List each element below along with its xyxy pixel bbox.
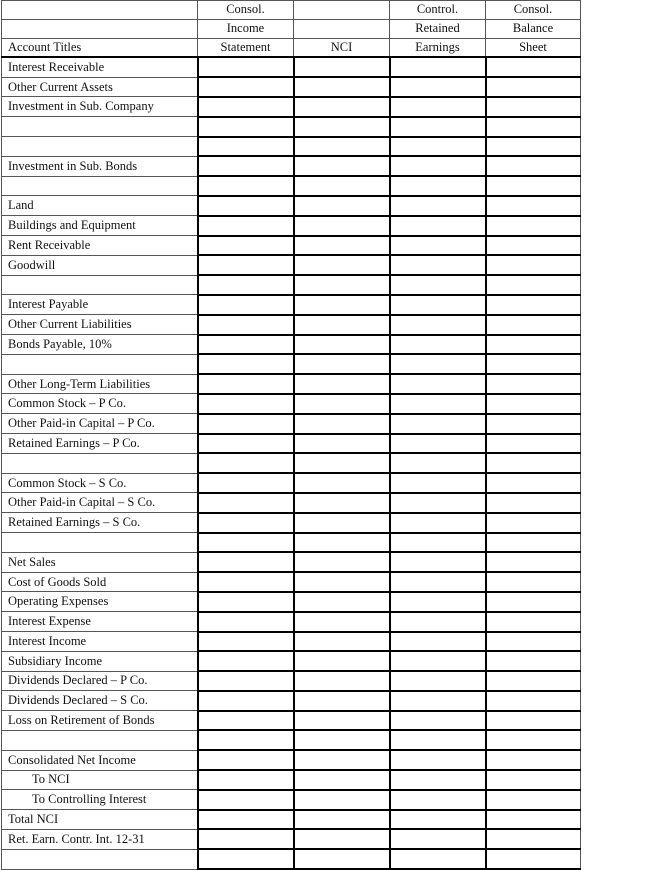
nci-cell[interactable] (294, 552, 390, 572)
income-statement-cell[interactable] (198, 97, 294, 117)
nci-cell[interactable] (294, 632, 390, 652)
balance-sheet-cell[interactable] (486, 770, 581, 790)
balance-sheet-cell[interactable] (486, 335, 581, 355)
nci-cell[interactable] (294, 711, 390, 731)
retained-earnings-cell[interactable] (390, 394, 486, 414)
income-statement-cell[interactable] (198, 592, 294, 612)
account-title-cell (2, 117, 198, 137)
income-statement-cell[interactable] (198, 196, 294, 216)
income-statement-cell[interactable] (198, 414, 294, 434)
income-statement-cell[interactable] (198, 117, 294, 137)
income-statement-cell[interactable] (198, 750, 294, 770)
retained-earnings-cell[interactable] (390, 711, 486, 731)
header-cell (2, 1, 198, 20)
balance-sheet-cell[interactable] (486, 691, 581, 711)
income-statement-cell[interactable] (198, 236, 294, 256)
income-statement-cell[interactable] (198, 374, 294, 394)
balance-sheet-cell[interactable] (486, 176, 581, 196)
table-row (2, 572, 581, 592)
nci-cell[interactable] (294, 651, 390, 671)
nci-cell[interactable] (294, 236, 390, 256)
income-statement-cell[interactable] (198, 77, 294, 97)
account-title-cell: Cost of Goods Sold (2, 572, 198, 592)
income-statement-cell[interactable] (198, 671, 294, 691)
income-statement-cell[interactable] (198, 770, 294, 790)
account-titles-header: Account Titles (2, 38, 198, 57)
table-row (2, 711, 581, 731)
table-row (2, 275, 581, 295)
worksheet-body (2, 1, 581, 870)
balance-sheet-cell[interactable] (486, 236, 581, 256)
balance-sheet-cell[interactable] (486, 414, 581, 434)
retained-earnings-cell[interactable] (390, 790, 486, 810)
balance-sheet-cell[interactable] (486, 592, 581, 612)
income-statement-cell[interactable] (198, 176, 294, 196)
retained-earnings-cell[interactable] (390, 453, 486, 473)
income-statement-cell[interactable] (198, 453, 294, 473)
balance-sheet-cell[interactable] (486, 196, 581, 216)
table-row (2, 473, 581, 493)
income-statement-cell[interactable] (198, 394, 294, 414)
header-cell: Control. (390, 1, 486, 20)
retained-earnings-cell[interactable] (390, 691, 486, 711)
balance-sheet-cell[interactable] (486, 730, 581, 750)
retained-earnings-cell[interactable] (390, 671, 486, 691)
account-title-cell: Total NCI (2, 810, 198, 830)
balance-sheet-cell[interactable] (486, 810, 581, 830)
table-row (2, 354, 581, 374)
account-title-cell: Operating Expenses (2, 592, 198, 612)
retained-earnings-cell[interactable] (390, 612, 486, 632)
table-row (2, 434, 581, 454)
income-statement-cell[interactable] (198, 533, 294, 553)
header-cell: Consol. (198, 1, 294, 20)
income-statement-cell[interactable] (198, 275, 294, 295)
income-statement-cell[interactable] (198, 691, 294, 711)
table-row (2, 374, 581, 394)
table-row (2, 691, 581, 711)
retained-earnings-cell[interactable] (390, 810, 486, 830)
balance-sheet-cell[interactable] (486, 533, 581, 553)
retained-earnings-cell[interactable] (390, 216, 486, 236)
nci-cell[interactable] (294, 810, 390, 830)
account-title-cell: Bonds Payable, 10% (2, 335, 198, 355)
income-statement-header: Statement (198, 38, 294, 57)
income-statement-cell[interactable] (198, 255, 294, 275)
nci-header: NCI (294, 38, 390, 57)
account-title-cell: Ret. Earn. Contr. Int. 12-31 (2, 829, 198, 849)
retained-earnings-cell[interactable] (390, 156, 486, 176)
table-row (2, 612, 581, 632)
table-row (2, 255, 581, 275)
balance-sheet-cell[interactable] (486, 671, 581, 691)
account-title-cell: To NCI (2, 770, 198, 790)
retained-earnings-cell[interactable] (390, 354, 486, 374)
balance-sheet-cell[interactable] (486, 354, 581, 374)
nci-cell[interactable] (294, 156, 390, 176)
account-title-cell: Investment in Sub. Company (2, 97, 198, 117)
income-statement-cell[interactable] (198, 612, 294, 632)
account-title-cell: Dividends Declared – P Co. (2, 671, 198, 691)
account-title-cell: Loss on Retirement of Bonds (2, 711, 198, 731)
retained-earnings-cell[interactable] (390, 750, 486, 770)
nci-cell[interactable] (294, 750, 390, 770)
account-title-cell: Dividends Declared – S Co. (2, 691, 198, 711)
account-title-cell (2, 533, 198, 553)
retained-earnings-cell[interactable] (390, 255, 486, 275)
account-title-cell (2, 176, 198, 196)
table-row (2, 236, 581, 256)
account-title-cell: Goodwill (2, 255, 198, 275)
table-row (2, 137, 581, 157)
balance-sheet-cell[interactable] (486, 137, 581, 157)
balance-sheet-cell[interactable] (486, 394, 581, 414)
nci-cell[interactable] (294, 533, 390, 553)
account-title-cell: Retained Earnings – P Co. (2, 434, 198, 454)
income-statement-cell[interactable] (198, 730, 294, 750)
header-cell (294, 19, 390, 38)
balance-sheet-header: Sheet (486, 38, 581, 57)
header-cell: Balance (486, 19, 581, 38)
table-row (2, 849, 581, 869)
header-row-3 (2, 38, 581, 57)
account-title-cell: Investment in Sub. Bonds (2, 156, 198, 176)
retained-earnings-header: Earnings (390, 38, 486, 57)
nci-cell[interactable] (294, 196, 390, 216)
retained-earnings-cell[interactable] (390, 434, 486, 454)
income-statement-cell[interactable] (198, 57, 294, 77)
nci-cell[interactable] (294, 216, 390, 236)
account-title-cell: Retained Earnings – S Co. (2, 513, 198, 533)
nci-cell[interactable] (294, 434, 390, 454)
nci-cell[interactable] (294, 612, 390, 632)
nci-cell[interactable] (294, 77, 390, 97)
retained-earnings-cell[interactable] (390, 829, 486, 849)
nci-cell[interactable] (294, 97, 390, 117)
retained-earnings-cell[interactable] (390, 117, 486, 137)
header-row-2 (2, 19, 581, 38)
account-title-cell: Other Long-Term Liabilities (2, 374, 198, 394)
income-statement-cell[interactable] (198, 156, 294, 176)
retained-earnings-cell[interactable] (390, 533, 486, 553)
account-title-cell: Rent Receivable (2, 236, 198, 256)
nci-cell[interactable] (294, 255, 390, 275)
nci-cell[interactable] (294, 790, 390, 810)
table-row (2, 790, 581, 810)
nci-cell[interactable] (294, 770, 390, 790)
account-title-cell: Interest Income (2, 632, 198, 652)
nci-cell[interactable] (294, 295, 390, 315)
table-row (2, 671, 581, 691)
table-row (2, 156, 581, 176)
nci-cell[interactable] (294, 335, 390, 355)
retained-earnings-cell[interactable] (390, 176, 486, 196)
nci-cell[interactable] (294, 414, 390, 434)
table-row (2, 57, 581, 77)
balance-sheet-cell[interactable] (486, 57, 581, 77)
nci-cell[interactable] (294, 671, 390, 691)
table-row (2, 533, 581, 553)
nci-cell[interactable] (294, 691, 390, 711)
balance-sheet-cell[interactable] (486, 97, 581, 117)
balance-sheet-cell[interactable] (486, 632, 581, 652)
table-row (2, 750, 581, 770)
account-title-cell: Common Stock – P Co. (2, 394, 198, 414)
income-statement-cell[interactable] (198, 513, 294, 533)
retained-earnings-cell[interactable] (390, 473, 486, 493)
table-row (2, 592, 581, 612)
balance-sheet-cell[interactable] (486, 275, 581, 295)
account-title-cell (2, 453, 198, 473)
balance-sheet-cell[interactable] (486, 612, 581, 632)
account-title-cell (2, 275, 198, 295)
nci-cell[interactable] (294, 315, 390, 335)
balance-sheet-cell[interactable] (486, 513, 581, 533)
table-row (2, 77, 581, 97)
retained-earnings-cell[interactable] (390, 513, 486, 533)
table-row (2, 216, 581, 236)
header-cell (294, 1, 390, 20)
table-row (2, 493, 581, 513)
nci-cell[interactable] (294, 453, 390, 473)
balance-sheet-cell[interactable] (486, 374, 581, 394)
table-row (2, 315, 581, 335)
table-row (2, 453, 581, 473)
nci-cell[interactable] (294, 849, 390, 869)
account-title-cell: Common Stock – S Co. (2, 473, 198, 493)
balance-sheet-cell[interactable] (486, 572, 581, 592)
nci-cell[interactable] (294, 117, 390, 137)
account-title-cell: Other Current Assets (2, 77, 198, 97)
table-row (2, 632, 581, 652)
account-title-cell: Other Current Liabilities (2, 315, 198, 335)
income-statement-cell[interactable] (198, 810, 294, 830)
nci-cell[interactable] (294, 572, 390, 592)
balance-sheet-cell[interactable] (486, 473, 581, 493)
retained-earnings-cell[interactable] (390, 57, 486, 77)
balance-sheet-cell[interactable] (486, 156, 581, 176)
account-title-cell: Consolidated Net Income (2, 750, 198, 770)
income-statement-cell[interactable] (198, 434, 294, 454)
balance-sheet-cell[interactable] (486, 434, 581, 454)
header-cell (2, 19, 198, 38)
table-row (2, 414, 581, 434)
retained-earnings-cell[interactable] (390, 849, 486, 869)
balance-sheet-cell[interactable] (486, 453, 581, 473)
table-row (2, 335, 581, 355)
retained-earnings-cell[interactable] (390, 632, 486, 652)
balance-sheet-cell[interactable] (486, 315, 581, 335)
nci-cell[interactable] (294, 829, 390, 849)
table-row (2, 552, 581, 572)
retained-earnings-cell[interactable] (390, 275, 486, 295)
nci-cell[interactable] (294, 493, 390, 513)
account-title-cell: Interest Receivable (2, 57, 198, 77)
nci-cell[interactable] (294, 137, 390, 157)
nci-cell[interactable] (294, 275, 390, 295)
account-title-cell: Net Sales (2, 552, 198, 572)
retained-earnings-cell[interactable] (390, 335, 486, 355)
income-statement-cell[interactable] (198, 572, 294, 592)
nci-cell[interactable] (294, 730, 390, 750)
income-statement-cell[interactable] (198, 790, 294, 810)
income-statement-cell[interactable] (198, 651, 294, 671)
income-statement-cell[interactable] (198, 216, 294, 236)
table-row (2, 810, 581, 830)
balance-sheet-cell[interactable] (486, 849, 581, 869)
table-row (2, 295, 581, 315)
retained-earnings-cell[interactable] (390, 137, 486, 157)
income-statement-cell[interactable] (198, 335, 294, 355)
header-cell: Income (198, 19, 294, 38)
table-row (2, 97, 581, 117)
retained-earnings-cell[interactable] (390, 651, 486, 671)
account-title-cell: Interest Expense (2, 612, 198, 632)
retained-earnings-cell[interactable] (390, 572, 486, 592)
header-cell: Consol. (486, 1, 581, 20)
retained-earnings-cell[interactable] (390, 414, 486, 434)
retained-earnings-cell[interactable] (390, 730, 486, 750)
account-title-cell: Subsidiary Income (2, 651, 198, 671)
table-row (2, 196, 581, 216)
consolidation-worksheet (1, 0, 581, 870)
retained-earnings-cell[interactable] (390, 770, 486, 790)
balance-sheet-cell[interactable] (486, 493, 581, 513)
table-row (2, 829, 581, 849)
income-statement-cell[interactable] (198, 295, 294, 315)
balance-sheet-cell[interactable] (486, 216, 581, 236)
header-row-1 (2, 1, 581, 20)
nci-cell[interactable] (294, 473, 390, 493)
balance-sheet-cell[interactable] (486, 552, 581, 572)
table-row (2, 513, 581, 533)
account-title-cell: Other Paid-in Capital – S Co. (2, 493, 198, 513)
retained-earnings-cell[interactable] (390, 77, 486, 97)
income-statement-cell[interactable] (198, 829, 294, 849)
account-title-cell: Interest Payable (2, 295, 198, 315)
account-title-cell (2, 849, 198, 869)
income-statement-cell[interactable] (198, 137, 294, 157)
balance-sheet-cell[interactable] (486, 77, 581, 97)
retained-earnings-cell[interactable] (390, 236, 486, 256)
income-statement-cell[interactable] (198, 711, 294, 731)
retained-earnings-cell[interactable] (390, 493, 486, 513)
header-cell: Retained (390, 19, 486, 38)
balance-sheet-cell[interactable] (486, 295, 581, 315)
account-title-cell: Other Paid-in Capital – P Co. (2, 414, 198, 434)
table-row (2, 176, 581, 196)
nci-cell[interactable] (294, 176, 390, 196)
balance-sheet-cell[interactable] (486, 711, 581, 731)
nci-cell[interactable] (294, 57, 390, 77)
account-title-cell: Land (2, 196, 198, 216)
table-row (2, 117, 581, 137)
table-row (2, 651, 581, 671)
table-row (2, 394, 581, 414)
retained-earnings-cell[interactable] (390, 97, 486, 117)
nci-cell[interactable] (294, 394, 390, 414)
income-statement-cell[interactable] (198, 552, 294, 572)
account-title-cell: To Controlling Interest (2, 790, 198, 810)
account-title-cell: Buildings and Equipment (2, 216, 198, 236)
income-statement-cell[interactable] (198, 493, 294, 513)
account-title-cell (2, 354, 198, 374)
table-row (2, 730, 581, 750)
retained-earnings-cell[interactable] (390, 315, 486, 335)
income-statement-cell[interactable] (198, 315, 294, 335)
nci-cell[interactable] (294, 354, 390, 374)
income-statement-cell[interactable] (198, 473, 294, 493)
balance-sheet-cell[interactable] (486, 829, 581, 849)
table-row (2, 770, 581, 790)
nci-cell[interactable] (294, 374, 390, 394)
balance-sheet-cell[interactable] (486, 651, 581, 671)
nci-cell[interactable] (294, 592, 390, 612)
income-statement-cell[interactable] (198, 632, 294, 652)
retained-earnings-cell[interactable] (390, 374, 486, 394)
retained-earnings-cell[interactable] (390, 196, 486, 216)
retained-earnings-cell[interactable] (390, 295, 486, 315)
income-statement-cell[interactable] (198, 354, 294, 374)
account-title-cell (2, 730, 198, 750)
account-title-cell (2, 137, 198, 157)
retained-earnings-cell[interactable] (390, 552, 486, 572)
balance-sheet-cell[interactable] (486, 255, 581, 275)
balance-sheet-cell[interactable] (486, 750, 581, 770)
balance-sheet-cell[interactable] (486, 790, 581, 810)
nci-cell[interactable] (294, 513, 390, 533)
retained-earnings-cell[interactable] (390, 592, 486, 612)
income-statement-cell[interactable] (198, 849, 294, 869)
balance-sheet-cell[interactable] (486, 117, 581, 137)
